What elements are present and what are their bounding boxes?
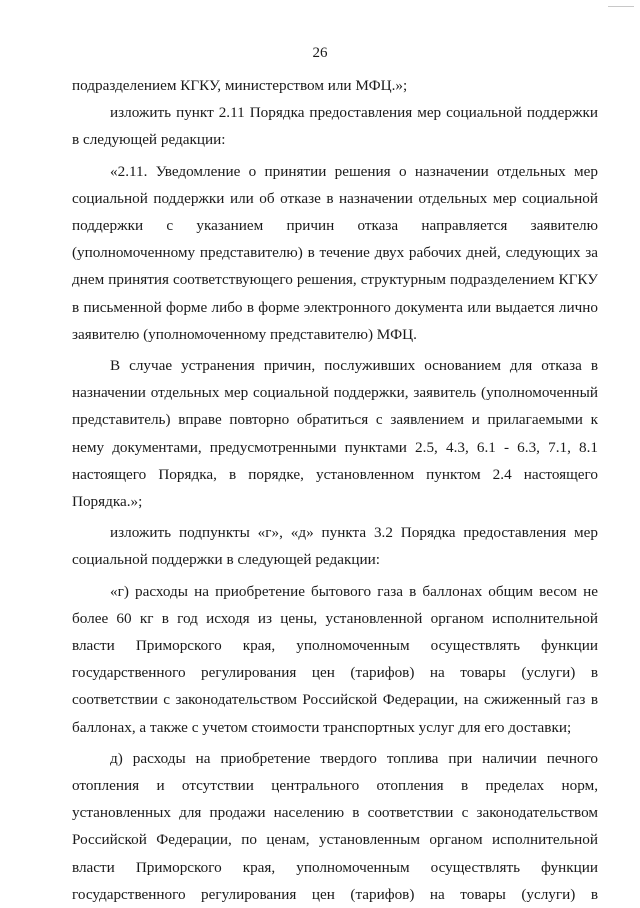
scan-corner-mark (608, 6, 634, 7)
paragraph-2-11-text: «2.11. Уведомление о принятии решения о назначении отдельных мер социальной поддержки или об отказе в назначении отдельных мер социальной поддержки с указанием причин отказа направляется заявителю (уполномоченному представителю) в течение двух рабочих дней, следующих за днем принятия соответствующего решения, структурным подразделением КГКУ в письменной форме либо в форме электронного документа или выдается лично заявителю (уполномоченному представителю) МФЦ. (72, 162, 598, 343)
paragraph-subpoint-g: «г) расходы на приобретение бытового газа в баллонах общим весом не более 60 кг в год исходя из цены, установленной органом исполнительной власти Приморского края, уполномоченным осуществлять функции государственного регулирования цен (тарифов) на товары (услуги) в соответствии с законодательством Российской Федерации, на сжиженный газ в баллонах, а также с учетом стоимости транспортных услуг для его доставки; (72, 582, 598, 736)
paragraph-subpoint-d: д) расходы на приобретение твердого топлива при наличии печного отопления и отсутствии центрального отопления в пределах норм, установленных для продажи населению в соответствии с законодательством Российской Федерации, по ценам, установленным органом исполнительной власти Приморского края, уполномоченным осуществлять функции государственного регулирования цен (тарифов) на товары (услуги) в (72, 749, 598, 903)
document-body (72, 72, 598, 908)
page-number: 26 (312, 45, 328, 61)
paragraph-refusal-remedy: В случае устранения причин, послуживших основанием для отказа в назначении отдельных мер социальной поддержки, заявитель (уполномоченный представитель) вправе повторно обратиться с заявлением и прилагаемыми к нему документами, предусмотренными пунктами 2.5, 4.3, 6.1 - 6.3, 7.1, 8.1 настоящего Порядка, в порядке, установленном пунктом 2.4 настоящего Порядка.»; (72, 357, 598, 511)
paragraph-amendment-3-2-intro: изложить подпункты «г», «д» пункта 3.2 Порядка предоставления мер социальной поддержки в следующей редакции: (72, 524, 598, 569)
paragraph-continuation: подразделением КГКУ, министерством или МФЦ.»; (72, 77, 408, 94)
paragraph-amendment-2-11-intro: изложить пункт 2.11 Порядка предоставления мер социальной поддержки в следующей редакции: (72, 104, 598, 149)
